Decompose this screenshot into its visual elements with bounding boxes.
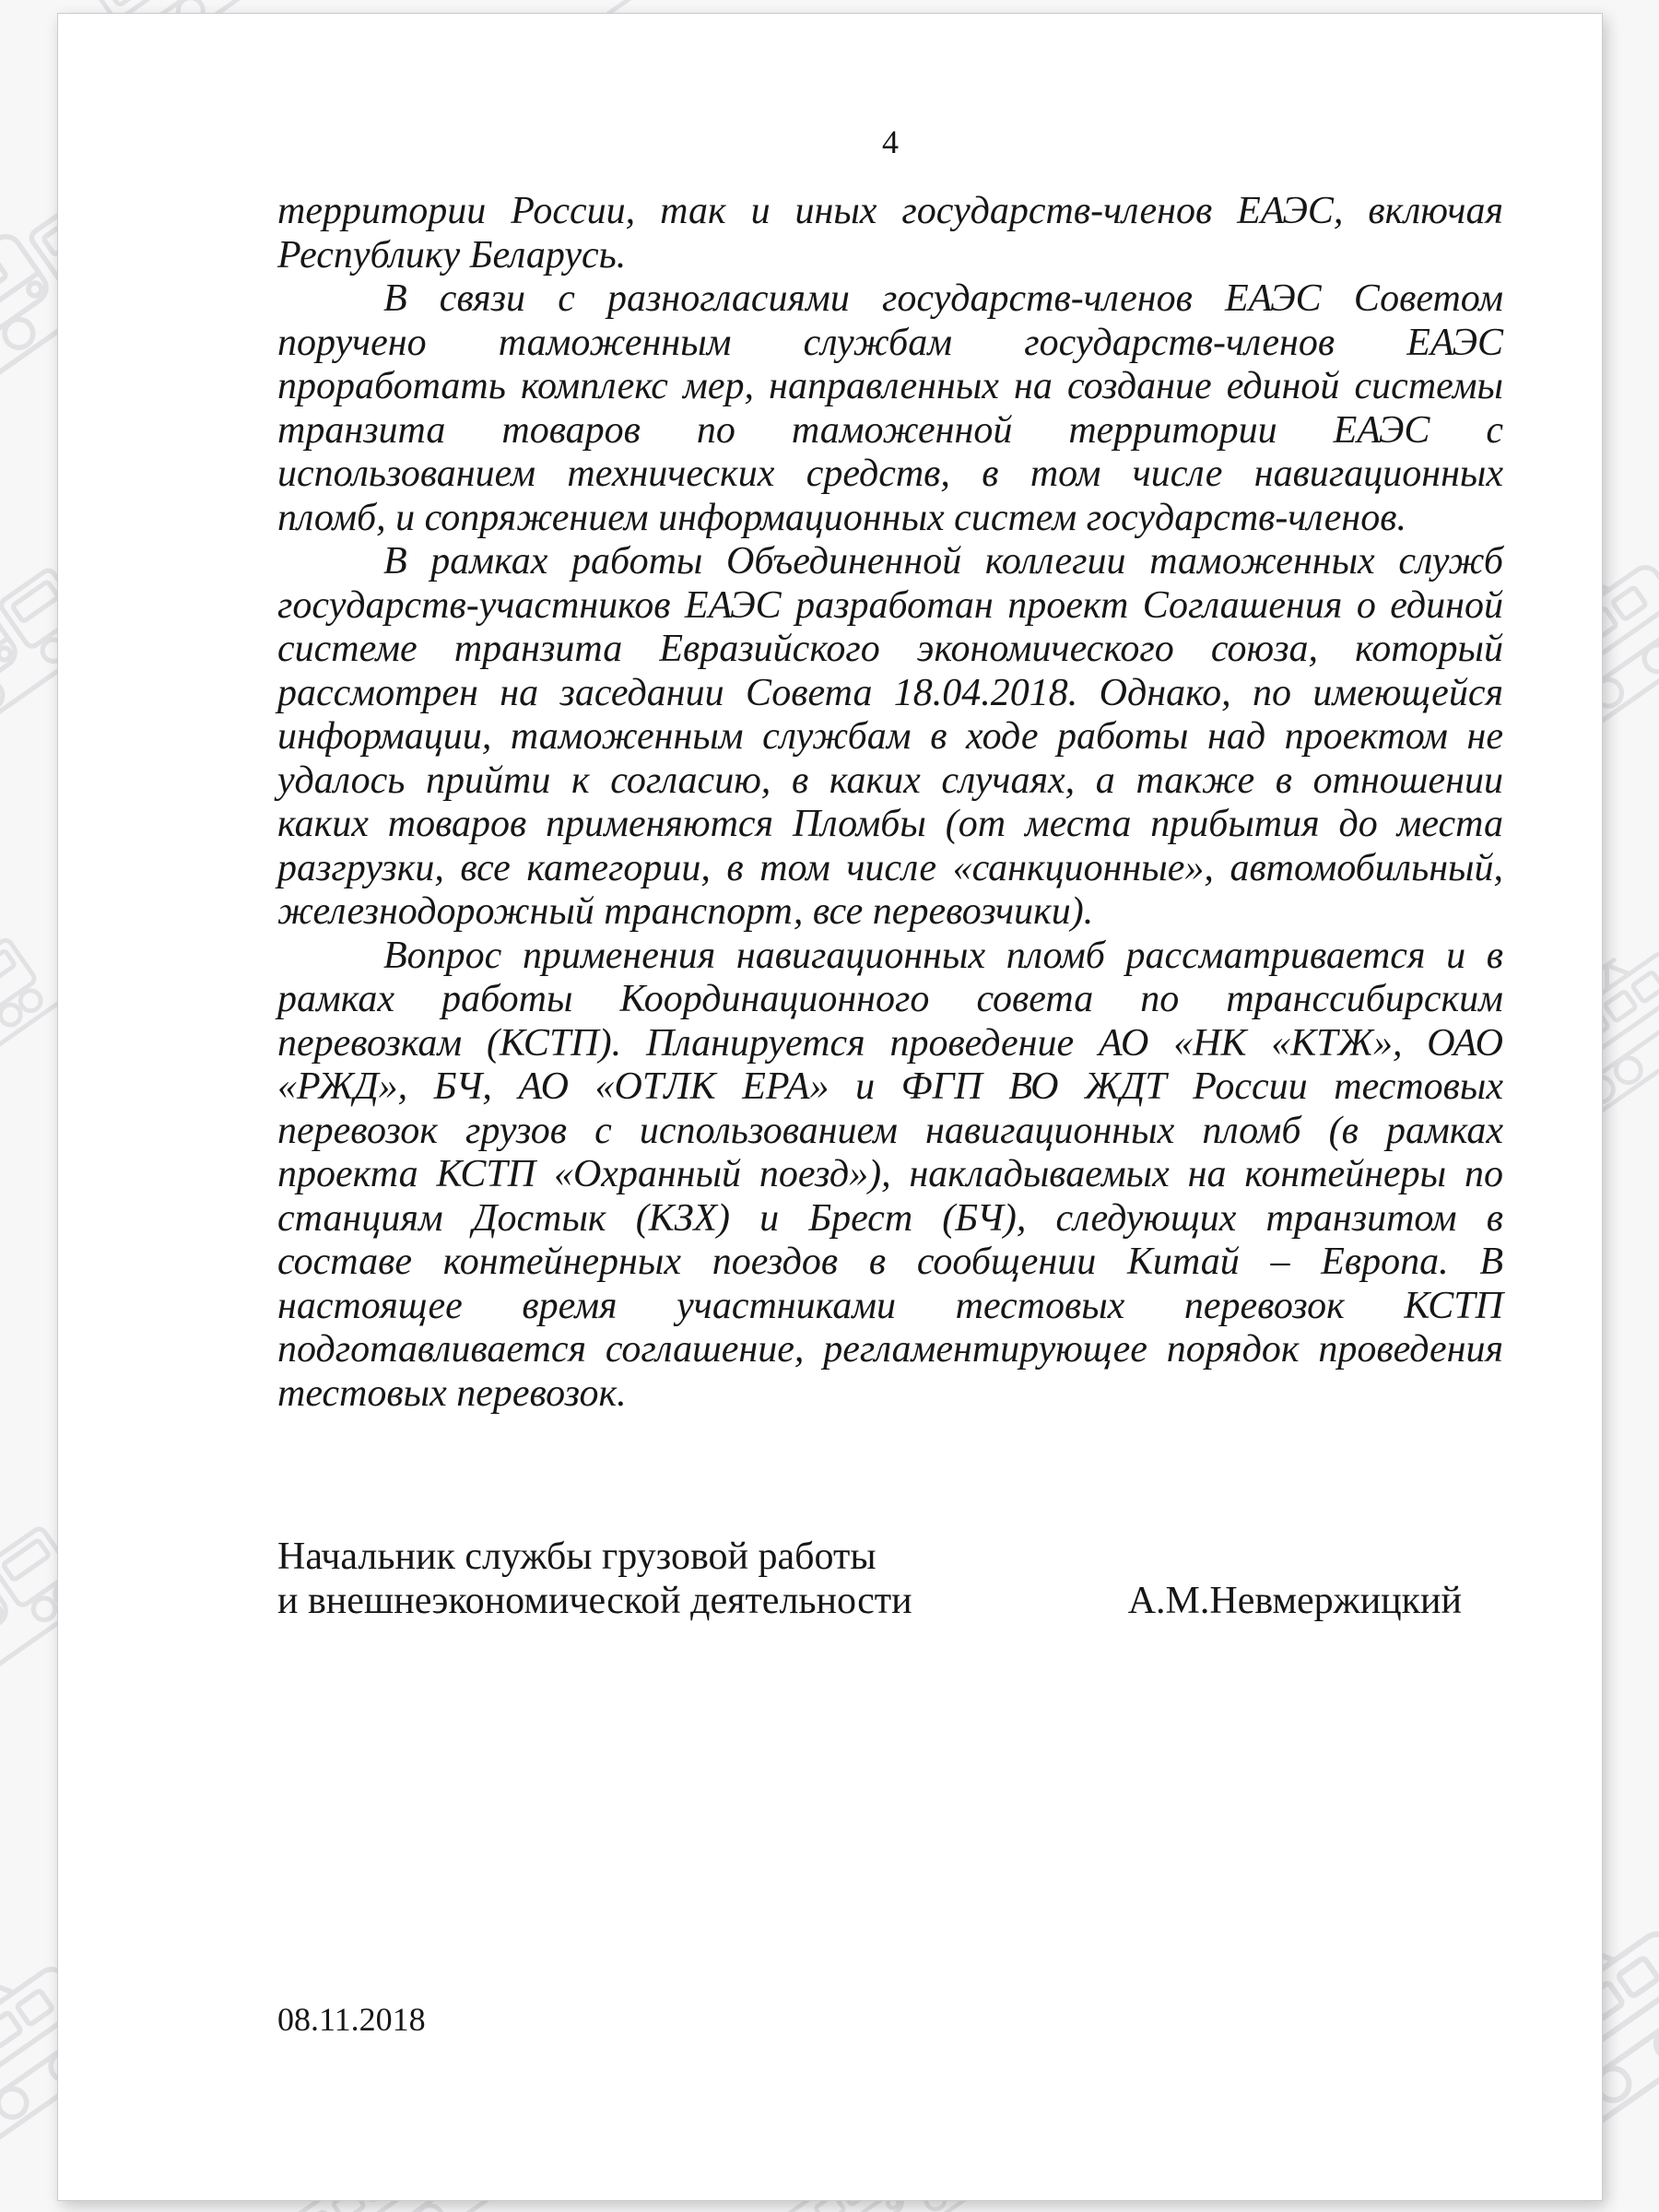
paragraph-line: составе контейнерных поездов в сообщении Китай – Европа. В [277, 1241, 1503, 1283]
signature-block [277, 1535, 1503, 1623]
signature-row [277, 1580, 1503, 1624]
paragraph-line: перевозкам (КСТП). Планируется проведение АО «НК «КТЖ», ОАО [277, 1021, 1503, 1065]
paragraph-line: настоящее время участниками тестовых перевозок КСТП [277, 1284, 1503, 1327]
paragraph-line: удалось прийти к согласию, в каких случаях, а также в отношении [277, 759, 1503, 802]
paragraph-line: поручено таможенным службам государств-членов ЕАЭС [277, 321, 1503, 364]
paragraph-line: Республику Беларусь. [277, 233, 627, 276]
paragraph-line: железнодорожный транспорт, все перевозчики). [277, 890, 1094, 933]
paragraph-line: проекта КСТП «Охранный поезд»), накладываемых на контейнеры по [277, 1153, 1503, 1195]
paragraph-line: В связи с разногласиями государств-членов ЕАЭС Советом [383, 277, 1503, 320]
paragraph-line: рамках работы Координационного совета по транссибирским [277, 978, 1503, 1020]
paragraph-line: государств-участников ЕАЭС разработан проект Соглашения о единой [277, 583, 1503, 627]
paragraph-line: использованием технических средств, в том числе навигационных [277, 453, 1503, 495]
paragraph-line: В рамках работы Объединенной коллегии таможенных служб [383, 540, 1503, 582]
page-number: 4 [882, 124, 899, 160]
paragraph-line: «РЖД», БЧ, АО «ОТЛК ЕРА» и ФГП ВО ЖДТ России тестовых [277, 1065, 1503, 1108]
paragraph-line: подготавливается соглашение, регламентирующее порядок проведения [277, 1328, 1503, 1371]
document-page [57, 13, 1603, 2201]
text-block [277, 190, 1503, 1416]
paragraph-line: перевозок грузов с использованием навигационных пломб (в рамках [277, 1109, 1503, 1152]
signature-name: А.М.Невмержицкий [1127, 1579, 1462, 1622]
paragraph-line: рассмотрен на заседании Совета 18.04.2018. Однако, по имеющейся [277, 671, 1503, 714]
paragraph-line: разгрузки, все категории, в том числе «санкционные», автомобильный, [277, 846, 1503, 889]
paragraph-line: информации, таможенным службам в ходе работы над проектом не [277, 715, 1503, 758]
paragraph-line: каких товаров применяются Пломбы (от места прибытия до места [277, 803, 1503, 845]
document-date: 08.11.2018 [277, 2001, 426, 2038]
page-content [277, 14, 1503, 2038]
paragraph-line: Вопрос применения навигационных пломб рассматривается и в [383, 934, 1503, 977]
paragraph-line: транзита товаров по таможенной территории ЕАЭС с [277, 408, 1503, 452]
paragraph-line: проработать комплекс мер, направленных на создание единой системы [277, 365, 1503, 407]
paragraph-line: территории России, так и иных государств-членов ЕАЭС, включая [277, 190, 1503, 232]
paragraph-line: системе транзита Евразийского экономического союза, который [277, 628, 1503, 670]
paragraph-line: станциям Достык (КЗХ) и Брест (БЧ), следующих транзитом в [277, 1196, 1503, 1240]
signature-position-line2: и внешнеэкономической деятельности [277, 1579, 912, 1622]
signature-position-line1: Начальник службы грузовой работы [277, 1535, 877, 1578]
paragraph-line: пломб, и сопряжением информационных систем государств-членов. [277, 496, 1406, 539]
paragraph-line: тестовых перевозок. [277, 1371, 627, 1415]
